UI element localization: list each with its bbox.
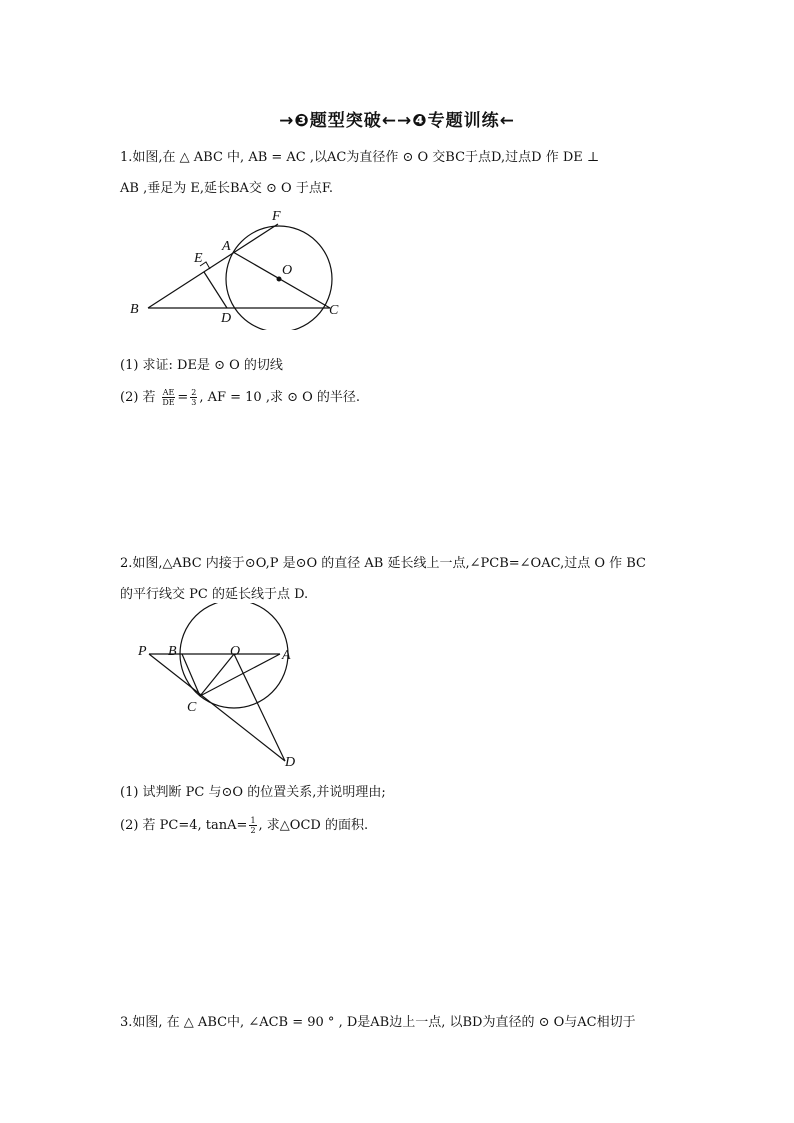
header-title-1: 题型突破: [309, 111, 382, 131]
section-header: [0, 106, 794, 131]
segment-bf: [148, 224, 278, 308]
problem2-q2: [120, 814, 368, 835]
problem3-line1: 3.如图, 在 △ ABC中, ∠ACB = 90 ° , D是AB边上一点, 以BD为直径的 ⊙ O与AC相切于: [120, 1015, 636, 1030]
problem1-q2: [120, 386, 360, 407]
fraction-numerator: AE: [162, 388, 175, 397]
segment-oc: [200, 654, 234, 696]
label-d: D: [285, 755, 296, 770]
q2-prefix: (2) 若 PC=4, tanA=: [120, 818, 248, 833]
problem1-line1: 1.如图,在 △ ABC 中, AB = AC ,以AC为直径作 ⊙ O 交BC于点D,过点D 作 DE ⊥: [120, 150, 600, 165]
segment-de: [204, 272, 227, 308]
label-o: O: [282, 263, 293, 278]
header-title-2: 专题训练: [427, 111, 500, 131]
fraction-ae-de: [162, 388, 176, 407]
label-a: A: [282, 648, 291, 663]
number-3-badge: ❸: [294, 111, 310, 131]
fraction-1-2: [249, 816, 256, 835]
label-b: B: [168, 644, 177, 659]
label-c: C: [187, 700, 197, 715]
double-arrow-icon: ←→: [381, 111, 413, 131]
segment-ac: [233, 252, 330, 308]
problem2-line1: 2.如图,△ABC 内接于⊙O,P 是⊙O 的直径 AB 延长线上一点,∠PCB=∠OAC,过点 O 作 BC: [120, 556, 646, 571]
label-b: B: [130, 302, 139, 317]
label-a: A: [222, 239, 231, 254]
label-f: F: [272, 209, 281, 224]
center-point: [277, 277, 282, 282]
fraction-numerator: 2: [191, 388, 197, 397]
q2-suffix: , AF = 10 ,求 ⊙ O 的半径.: [199, 390, 361, 405]
problem1-line2: AB ,垂足为 E,延长BA交 ⊙ O 于点F.: [120, 181, 333, 196]
q2-suffix: , 求△OCD 的面积.: [258, 818, 369, 833]
problem1-q1: (1) 求证: DE是 ⊙ O 的切线: [120, 358, 283, 373]
fraction-numerator: 1: [250, 816, 256, 825]
fraction-denominator: 2: [250, 826, 256, 835]
problem2-figure: [130, 603, 310, 773]
label-c: C: [329, 303, 339, 318]
fraction-denominator: 3: [191, 398, 197, 407]
problem1-figure: [120, 200, 360, 330]
q2-prefix: (2) 若: [120, 390, 156, 405]
number-4-badge: ❹: [412, 111, 428, 131]
problem2-q1: (1) 试判断 PC 与⊙O 的位置关系,并说明理由;: [120, 785, 386, 800]
arrow-right-icon: →: [279, 111, 295, 131]
label-d: D: [221, 311, 232, 326]
equals-sign: =: [177, 390, 189, 405]
label-o: O: [230, 644, 241, 659]
problem2-line2: 的平行线交 PC 的延长线于点 D.: [120, 587, 309, 602]
fraction-denominator: DE: [162, 398, 175, 407]
arrow-left-icon: ←: [499, 111, 515, 131]
segment-pd: [149, 654, 285, 761]
label-p: P: [138, 644, 147, 659]
label-e: E: [194, 251, 203, 266]
segment-ac: [200, 654, 280, 696]
fraction-2-3: [190, 388, 197, 407]
